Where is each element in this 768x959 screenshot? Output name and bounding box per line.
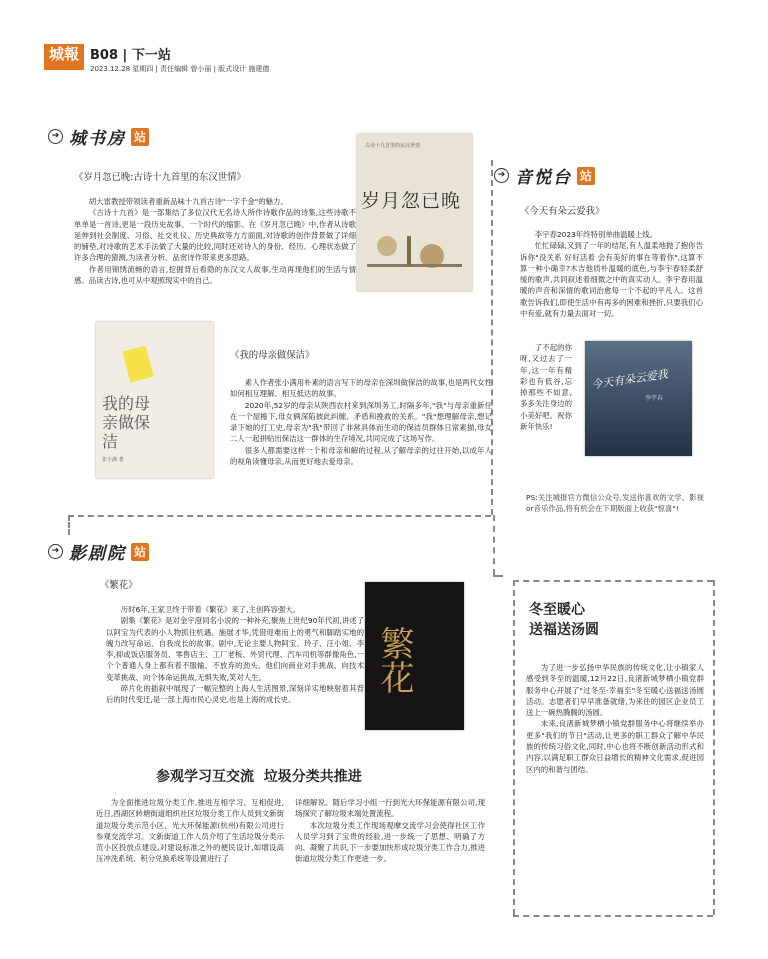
drama-body: 历时6年,王家卫终于带着《繁花》来了,主创阵容强大。 剧集《繁花》是对金宇澄同名小说的一种补充,聚焦上世纪90年代初,讲述了以阿宝为代表的小人物抓住机遇、施展才华,凭借迎难而上的勇气和脚踏实地的魄力改写命运、自我成长的故事。剧中,无论主要人物阿宝、玲子、汪小姐、李李,抑或饭店服务员、零售店主、工厂老板、外贸代理、汽车司机等群像角色,一个个普通人身上都有着不服输、不放弃的劲头。他们向商业对手挑战、向技术变革挑战、向个体命运挑战,无惧失败,笑对人生。 碎片化的插叙中展现了一幅完整的上海人生活图景,深刻详实地映射着其背后的时代变迁,是一部上海市民心灵史,也是上海的成长史。 <box>106 605 365 705</box>
book2-cover: 我的母亲做保洁 张小满 著 <box>96 322 213 478</box>
arrow-icon: ➔ <box>48 544 63 559</box>
book2-cover-title: 我的母亲做保洁 <box>102 394 151 451</box>
cleaning-sign-icon <box>122 345 153 382</box>
station-badge: 站 <box>577 167 595 185</box>
masthead-logo: 城報 <box>44 44 84 70</box>
drama-title: 《繁花》 <box>100 580 138 591</box>
garbage-col2: 详细解说。随后学习小组一行到光大环保能源有限公司,现场探究了解垃圾末端处置流程。 本次垃圾分类工作现场观摩交流学习会使得社区工作人员学习到了宝贵的经验,进一步统一了思想、明确了方向、凝聚了共识,下一步要加快形成垃圾分类工作合力,推进街道垃圾分类工作更进一步。 <box>295 798 485 864</box>
divider <box>491 160 493 515</box>
song-side-text: 了不起的你呀,又过去了一年,这一年有精彩也有低谷,忘掉那些不如意,多多关注身边的小美好吧。祝你新年快乐! <box>520 343 572 432</box>
station-badge: 站 <box>131 543 149 561</box>
winter-body: 为了进一步弘扬中华民族的传统文化,让小镇家人感受到冬至的温暖,12月22日,良渚新城梦栖小镇党群服务中心开展了"过冬至·幸福至"冬至暖心送福送汤圆活动。志愿者们早早准备就绪,为来往的园区企业员工送上一碗热腾腾的汤圆。 未来,良渚新城梦栖小镇党群服务中心将继续举办更多"我们的节日"活动,让更多的职工群众了解中华民族的传统习俗文化,同时,中心也将不断创新活动形式和内容,以满足职工群众日益增长的精神文化需求,促进园区内的和谐与团结。 <box>526 663 704 774</box>
book2-title: 《我的母亲做保洁》 <box>230 350 315 361</box>
issue-date-line: 2023.12.28 星期四 | 责任编辑 曾小丽 | 版式设计 施建德 <box>90 65 270 73</box>
garbage-col1: 为全面推进垃圾分类工作,推进互相学习、互相促进,近日,西湖区转塘街道组织社区垃圾分类工作人员到文新街道垃圾分类示范小区、光大环保能源(杭州)有限公司进行参观交流学习。文新街道工作人员介绍了生活垃圾分类示范小区投放点建设,对建设标准之外的便民设计,如增设高压冲洗系统、积分兑换系统等设置进行了 <box>96 798 284 864</box>
divider <box>513 915 713 917</box>
song-cover-title: 今天有朵云爱我 <box>590 367 669 392</box>
divider <box>513 580 713 582</box>
arrow-icon: ➔ <box>48 129 63 144</box>
book1-title: 《岁月忽已晚:古诗十九首里的东汉世情》 <box>74 172 246 183</box>
divider <box>68 515 70 535</box>
song-body: 李宇春2023年终特别单曲温暖上线。 忙忙碌碌,又到了一年的结尾,有人温柔地抛了抱你告诉你"没关系 好好活着 会有美好的事在等着你",这算不算一种小确幸?木吉他质朴温暖的底色,与李宇春轻柔舒缓的歌声,共同叙述着细微之中的真实动人。李宇春用温暖的声音和深情的歌词治愈每一个不起的平凡人。这首歌告诉我们,即使生活中有再多的困难和挫折,只要我们心中有爱,就有力量去面对一切。 <box>520 230 703 319</box>
divider <box>493 515 495 575</box>
book1-cover: 古诗十九首里的东汉世情 岁月忽已晚 <box>357 134 472 291</box>
arrow-icon: ➔ <box>494 168 509 183</box>
divider <box>713 580 715 915</box>
divider <box>68 515 491 517</box>
book1-body: 胡大雷教授带领读者重新品味十九首古诗"一字千金"的魅力。 《古诗十九首》是一部集结了多位汉代无名诗人所作诗歌作品的诗集,这些诗歌不单单是一首诗,更是一段历史故事、一个时代的缩影。在《岁月忽已晚》中,作者从诗歌延伸到社会制度、习俗、社交礼仪、历史典故等方方面面,对诗歌的创作背景做了详细的铺垫,对诗歌的艺术手法做了大量的比较,同时还对诗人的身份、经历、心理状态做了许多合理的猜测,为读者分析、品赏诗作带来更多思路。 作者用锦绣流畅的语言,挖掘背后看隐的东汉文人故事,生动再现他们的生活与情感。品读古诗,也可从中观照现实中的自己。 <box>74 197 356 286</box>
winter-headline: 冬至暖心 送福送汤圆 <box>529 602 599 638</box>
divider <box>513 580 515 915</box>
section-name: 下一站 <box>131 48 171 63</box>
divider <box>493 575 503 577</box>
song-cover: 今天有朵云爱我 李宇春 <box>585 341 692 456</box>
book1-cover-title: 岁月忽已晚 <box>361 190 462 212</box>
ps-note: PS:关注城报官方微信公众号,发送你喜欢的文学、影视or音乐作品,将有机会在下期版面上收获"惊喜"! <box>526 493 704 514</box>
drama-poster <box>365 582 464 730</box>
section-title-theater: 影剧院 <box>69 544 126 564</box>
section-music-header <box>494 163 595 188</box>
section-bookroom-header <box>48 124 149 149</box>
song-title: 《今天有朵云爱我》 <box>520 206 605 217</box>
section-title-music: 音悦台 <box>515 168 572 188</box>
masthead-logo-sub: METRO <box>51 66 77 72</box>
page-number: B08 | 下一站 <box>90 48 171 63</box>
cover-illustration <box>357 216 472 291</box>
poster-title: 繁花 <box>374 626 414 694</box>
book2-body: 素人作者张小满用朴素的语言写下的母亲在深圳做保洁的故事,也是两代女性如何相互理解、相互抵达的故事。 2020年,52岁的母亲从陕西农村来到深圳务工,时隔多年,"我"与母亲重新住在一个屋檐下,母女俩深陷彼此纠缠、矛盾和挽救的关系。"我"想理解母亲,想记录下她的打工史,母亲为"我"带回了非常具体而生动的保洁员群体日常素描,母女二人一起拼贴出保洁这一群体的生存境况,共同完成了这场写作。 很多人都需要这样一个和母亲和解的过程,从了解母亲的过往开始,以成年人的视角读懂母亲,从而更好地去爱母亲。 <box>230 378 492 467</box>
station-badge: 站 <box>131 128 149 146</box>
section-theater-header <box>48 539 149 564</box>
garbage-headline: 参观学习互交流 垃圾分类共推进 <box>156 769 362 785</box>
section-title-bookroom: 城书房 <box>69 129 126 149</box>
